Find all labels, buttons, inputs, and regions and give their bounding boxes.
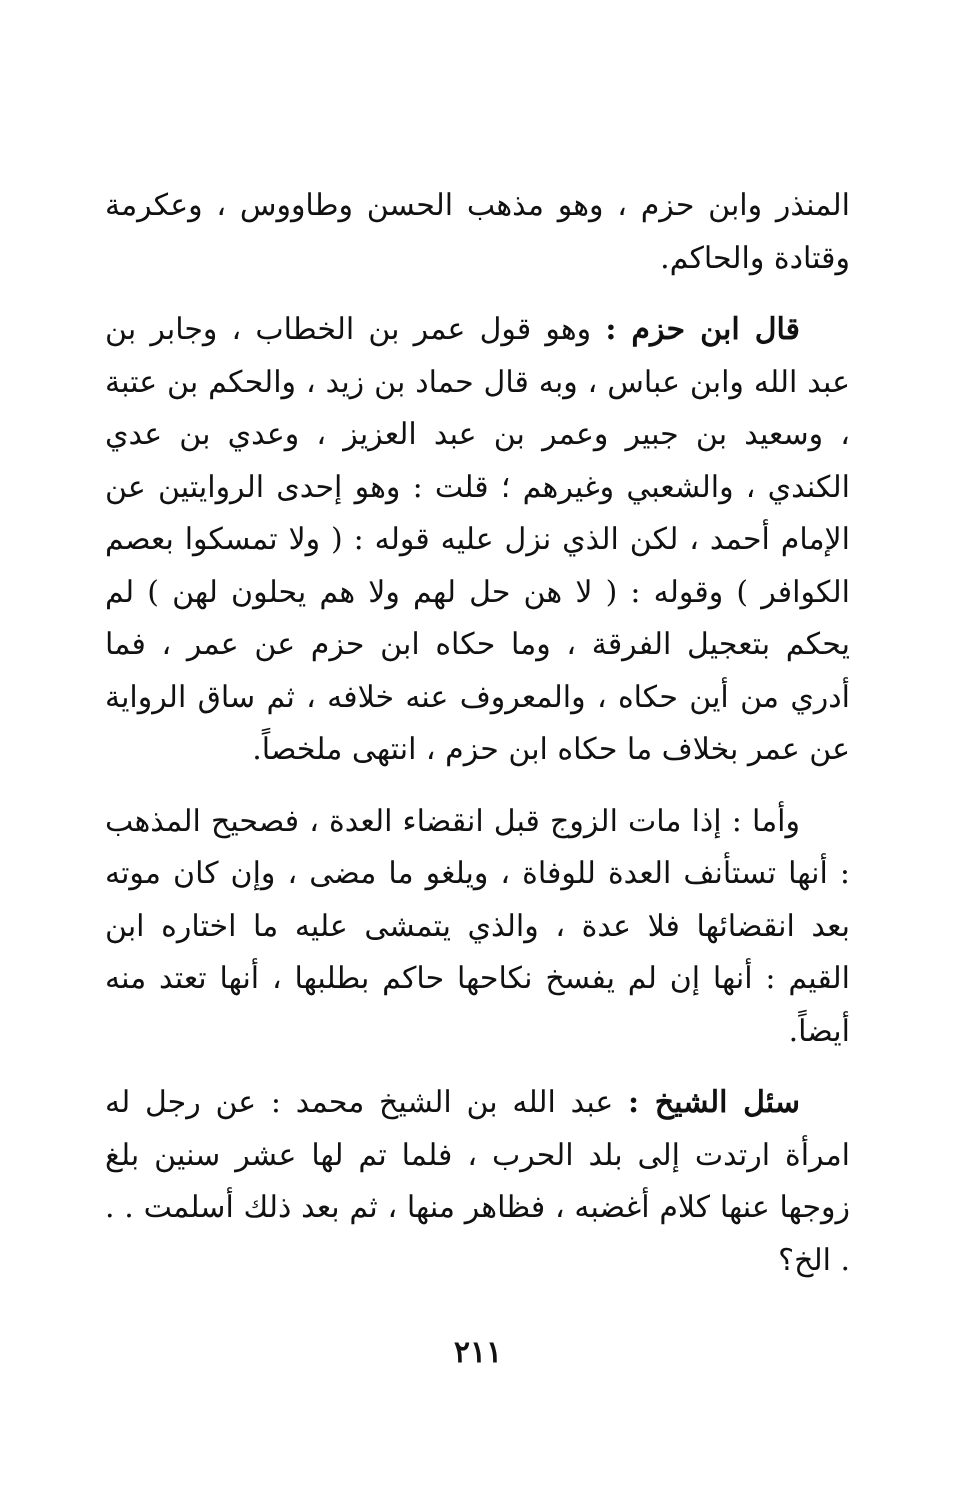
paragraph-2 — [105, 304, 850, 777]
paragraph-3 — [105, 796, 850, 1059]
paragraph-2-text: وهو قول عمر بن الخطاب ، وجابر بن عبد الله وابن عباس ، وبه قال حماد بن زيد ، والحكم بن عتبة ، وسعيد بن جبير وعمر بن عبد العزيز ، وعدي بن عدي الكندي ، والشعبي وغيرهم ؛ قلت : وهو إحدى الروايتين عن الإمام أحمد ، لكن الذي نزل عليه قوله : ( ولا تمسكوا بعصم الكوافر ) وقوله : ( لا هن حل لهم ولا هم يحلون لهن ) لم يحكم بتعجيل الفرقة ، وما حكاه ابن حزم عن عمر ، فما أدري من أين حكاه ، والمعروف عنه خلافه ، ثم ساق الرواية عن عمر بخلاف ما حكاه ابن حزم ، انتهى ملخصاً. — [105, 312, 850, 767]
paragraph-4-text: عبد الله بن الشيخ محمد : عن رجل له امرأة ارتدت إلى بلد الحرب ، فلما تم لها عشر سنين بلغ زوجها عنها كلام أغضبه ، فظاهر منها ، ثم بعد ذلك أسلمت . . . الخ؟ — [105, 1085, 850, 1278]
paragraph-4 — [105, 1077, 850, 1287]
paragraph-4-lead: سئل الشيخ : — [628, 1085, 800, 1120]
paragraph-1-text: المنذر وابن حزم ، وهو مذهب الحسن وطاووس ، وعكرمة وقتادة والحاكم. — [105, 188, 850, 276]
page-number: ٢١١ — [453, 1335, 503, 1370]
paragraph-2-lead: قال ابن حزم : — [605, 312, 800, 347]
paragraph-1 — [105, 180, 850, 285]
page-body — [105, 180, 850, 1306]
paragraph-3-text: وأما : إذا مات الزوج قبل انقضاء العدة ، فصحيح المذهب : أنها تستأنف العدة للوفاة ، ويلغو ما مضى ، وإن كان موته بعد انقضائها فلا عدة ، والذي يتمشى عليه ما اختاره ابن القيم : أنها إن لم يفسخ نكاحها حاكم بطلبها ، أنها تعتد منه أيضاً. — [105, 803, 850, 1049]
